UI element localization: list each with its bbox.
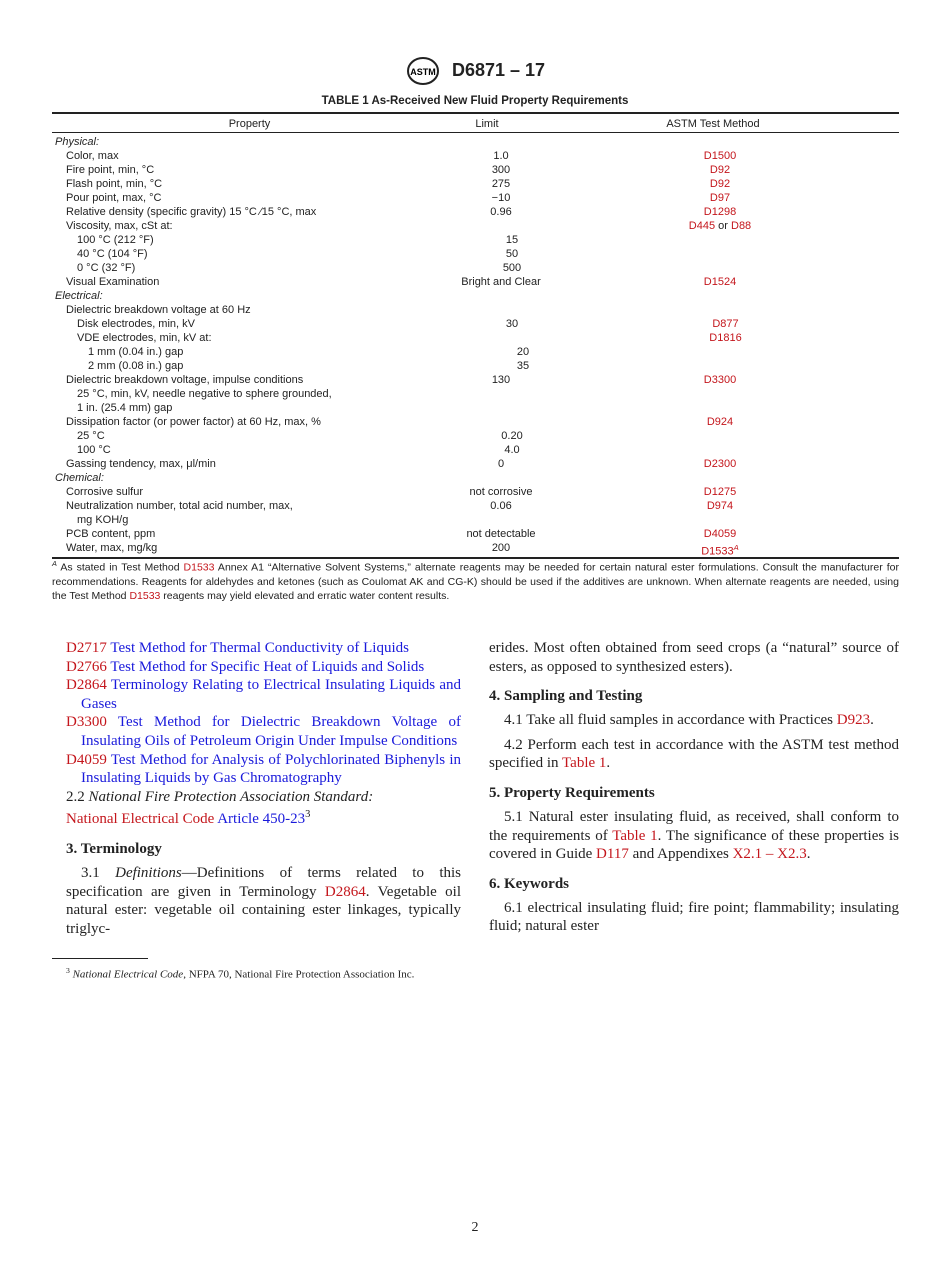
method-link[interactable]: D1533	[701, 545, 734, 558]
property-cell: Relative density (specific gravity) 15 °C ⁄15 °C, max	[66, 206, 317, 218]
col-limit: Limit	[475, 118, 499, 130]
method-link[interactable]: D1275	[703, 486, 737, 498]
limit-cell	[461, 303, 541, 317]
left-column	[66, 639, 461, 938]
limit-cell: 1.0	[493, 150, 509, 162]
reference-title[interactable]: Test Method for Thermal Conductivity of Liquids	[110, 640, 409, 656]
method-link[interactable]: D3300	[703, 374, 737, 386]
section-heading: 4. Sampling and Testing	[489, 688, 643, 705]
method-cell	[552, 331, 899, 345]
property-cell: Disk electrodes, min, kV	[77, 318, 195, 330]
method-link[interactable]: D97	[709, 192, 731, 204]
limit-cell	[472, 387, 552, 401]
reference-item	[66, 751, 461, 788]
limit-cell: 20	[516, 346, 530, 358]
table-row	[52, 149, 899, 163]
table-row	[52, 303, 899, 317]
limit-cell: not detectable	[466, 528, 536, 540]
reference-code[interactable]: D2864	[66, 677, 107, 694]
method-link[interactable]: D1298	[703, 206, 737, 218]
table-row	[52, 177, 899, 191]
limit-cell: 275	[491, 178, 511, 190]
method-cell	[563, 345, 899, 359]
property-cell: Dissipation factor (or power factor) at 60 Hz, max, %	[66, 416, 321, 428]
link-d2864[interactable]: D2864	[324, 883, 366, 900]
method-text: or	[715, 220, 731, 232]
fn-text: reagents may yield elevated and erratic water content results.	[160, 589, 450, 602]
property-cell: 2 mm (0.08 in.) gap	[88, 360, 184, 372]
limit-cell: 300	[491, 164, 511, 176]
property-cell: Electrical:	[55, 290, 103, 302]
table-row	[52, 429, 899, 443]
method-cell	[541, 205, 899, 219]
method-cell	[541, 149, 899, 163]
property-cell: Water, max, mg/kg	[66, 542, 158, 554]
method-cell	[552, 387, 899, 401]
method-cell	[541, 415, 899, 429]
page-number: 2	[471, 1220, 479, 1235]
property-cell: 100 °C (212 °F)	[77, 234, 154, 246]
property-cell: Visual Examination	[66, 276, 160, 288]
link-table-1[interactable]: Table 1	[562, 755, 607, 772]
method-cell	[552, 429, 899, 443]
property-cell: Viscosity, max, cSt at:	[66, 220, 173, 232]
limit-cell	[472, 401, 552, 415]
property-cell: Gassing tendency, max, μl/min	[66, 458, 216, 470]
table-row	[52, 135, 899, 149]
astm-logo-icon	[405, 56, 441, 86]
property-cell: 25 °C, min, kV, needle negative to sphere grounded,	[77, 388, 332, 400]
table-row	[52, 471, 899, 485]
table-row	[52, 205, 899, 219]
table-row	[52, 345, 899, 359]
method-link[interactable]: D92	[709, 164, 731, 176]
page-footnote	[66, 966, 460, 981]
property-cell: mg KOH/g	[77, 514, 129, 526]
method-link[interactable]: D92	[709, 178, 731, 190]
table-row	[52, 289, 899, 303]
footnote-mark: A	[733, 543, 739, 552]
property-cell: 1 mm (0.04 in.) gap	[88, 346, 184, 358]
method-link[interactable]: D877	[712, 318, 739, 330]
reference-code[interactable]: D2717	[66, 640, 107, 656]
table-title: TABLE 1 As-Received New Fluid Property Requirements	[321, 95, 629, 107]
limit-cell: 35	[516, 360, 530, 372]
method-cell	[552, 513, 899, 527]
method-cell	[552, 247, 899, 261]
link-d923[interactable]: D923	[836, 712, 871, 729]
link-d1533[interactable]: D1533	[183, 561, 215, 574]
property-cell: Physical:	[55, 136, 100, 148]
para-text: . Vegetable oil natural ester: vegetable oil containing ester linkages, typically triglyc-	[66, 883, 462, 937]
para-num: 3.1	[81, 864, 116, 881]
link-table-1[interactable]: Table 1	[612, 827, 658, 844]
para-text: .	[870, 712, 874, 729]
method-cell	[552, 401, 899, 415]
method-link[interactable]: D2300	[703, 458, 737, 470]
limit-cell: 130	[491, 374, 511, 386]
property-cell: Neutralization number, total acid number, max,	[66, 500, 293, 512]
link-nec[interactable]: National Electrical Code	[66, 811, 215, 828]
limit-cell: 15	[505, 234, 519, 246]
method-cell	[530, 289, 899, 303]
para-text: 5.1 Natural ester insulating fluid, as received, shall conform to the requirements of	[489, 808, 899, 844]
table-header	[52, 114, 899, 133]
limit-cell: 0.20	[501, 430, 523, 442]
para-text: —Definitions of terms related to this specification are given in Terminology	[66, 864, 461, 900]
table-row	[52, 499, 899, 513]
table-row	[52, 359, 899, 373]
para-text: . The significance of these properties is covered in Guide	[489, 827, 899, 863]
reference-code[interactable]: D2766	[66, 658, 107, 675]
table-row	[52, 485, 899, 499]
link-appendix[interactable]: X2.1 – X2.3	[732, 846, 807, 863]
method-link[interactable]: D88	[731, 220, 752, 232]
reference-item	[66, 658, 461, 677]
method-link[interactable]: D445	[688, 220, 716, 232]
para-text: 4.1 Take all fluid samples in accordance with Practices	[504, 712, 837, 729]
method-cell	[552, 261, 899, 275]
property-table	[52, 112, 899, 559]
method-cell	[541, 527, 899, 541]
limit-cell: 0	[497, 458, 505, 470]
method-link[interactable]: D4059	[703, 528, 737, 540]
method-cell	[563, 359, 899, 373]
para-text: .	[806, 846, 811, 863]
footnote-text: , NFPA 70, National Fire Protection Association Inc.	[183, 968, 415, 981]
method-link[interactable]: D974	[706, 500, 734, 512]
footnote-num: 3	[66, 966, 70, 975]
method-cell	[541, 499, 899, 513]
method-cell	[541, 303, 899, 317]
limit-cell	[450, 135, 530, 149]
method-cell	[541, 457, 899, 471]
method-link[interactable]: D1500	[703, 150, 737, 162]
reference-title[interactable]: Terminology Relating to Electrical Insulating Liquids and Gases	[81, 677, 461, 712]
table-row	[52, 219, 899, 233]
limit-cell: 30	[505, 318, 519, 330]
table-row	[52, 401, 899, 415]
limit-cell: 4.0	[504, 444, 520, 456]
col-property: Property	[228, 118, 271, 130]
table-row	[52, 247, 899, 261]
property-cell: 100 °C	[77, 444, 111, 456]
para-text: .	[606, 755, 611, 772]
fn-text: As stated in Test Method	[56, 561, 184, 574]
property-cell: PCB content, ppm	[66, 528, 156, 540]
reference-title[interactable]: Test Method for Analysis of Polychlorinated Biphenyls in Insulating Liquids by Gas Chromatography	[81, 751, 461, 787]
limit-cell: 50	[505, 248, 519, 260]
table-row	[52, 513, 899, 527]
keywords-text: 6.1 electrical insulating fluid; fire point; flammability; insulating fluid; natural ester	[489, 899, 899, 935]
property-cell: VDE electrodes, min, kV at:	[77, 332, 212, 344]
method-cell	[541, 275, 899, 289]
reference-code[interactable]: D4059	[66, 751, 107, 768]
section-heading: 6. Keywords	[489, 875, 569, 892]
method-cell	[541, 219, 899, 233]
method-link[interactable]: D1816	[709, 332, 742, 344]
table-row	[52, 261, 899, 275]
term: Definitions	[115, 864, 182, 881]
link-d117[interactable]: D117	[596, 846, 629, 863]
limit-cell	[472, 331, 552, 345]
table-row	[52, 275, 899, 289]
method-cell	[552, 233, 899, 247]
limit-cell: 0.06	[490, 500, 512, 512]
property-cell: 1 in. (25.4 mm) gap	[77, 402, 173, 414]
property-cell: Dielectric breakdown voltage, impulse conditions	[66, 374, 304, 386]
table-row	[52, 233, 899, 247]
reference-item	[66, 676, 461, 713]
reference-code[interactable]: D3300	[66, 714, 107, 731]
method-cell	[552, 317, 899, 331]
method-cell	[530, 471, 899, 485]
section-heading: 5. Property Requirements	[489, 784, 655, 801]
table-row	[52, 443, 899, 457]
limit-cell	[450, 471, 530, 485]
method-cell	[541, 191, 899, 205]
footnote-ref: 3	[305, 809, 311, 821]
property-cell: Chemical:	[55, 472, 104, 484]
reference-title[interactable]: Test Method for Dielectric Breakdown Voltage of Insulating Oils of Petroleum Origin Under Impulse Conditions	[81, 714, 461, 749]
reference-item	[66, 639, 461, 658]
limit-cell	[450, 289, 530, 303]
property-cell: 0 °C (32 °F)	[77, 262, 136, 274]
table-row	[52, 163, 899, 177]
table-row	[52, 387, 899, 401]
limit-cell: 500	[502, 262, 522, 274]
limit-cell	[461, 415, 541, 429]
limit-cell: 200	[491, 542, 511, 554]
table-row	[52, 415, 899, 429]
table-row	[52, 541, 899, 558]
property-cell: Flash point, min, °C	[66, 178, 163, 190]
method-link[interactable]: D1524	[703, 276, 737, 288]
para-text: and Appendixes	[628, 846, 733, 863]
svg-text:ASTM: ASTM	[410, 67, 436, 77]
property-cell: Dielectric breakdown voltage at 60 Hz	[66, 304, 251, 316]
property-cell: Color, max	[66, 150, 119, 162]
limit-cell: 0.96	[490, 206, 512, 218]
right-column	[489, 639, 899, 936]
table-row	[52, 191, 899, 205]
table-row	[52, 527, 899, 541]
footnote-divider	[52, 958, 148, 959]
para-text: 4.2 Perform each test in accordance with the ASTM test method specified in	[489, 736, 899, 772]
table-row	[52, 373, 899, 387]
table-row	[52, 457, 899, 471]
property-cell: Pour point, max, °C	[66, 192, 162, 204]
col-method: ASTM Test Method	[666, 118, 760, 130]
property-cell: 40 °C (104 °F)	[77, 248, 148, 260]
table-row	[52, 317, 899, 331]
method-cell	[541, 163, 899, 177]
reference-title[interactable]: Test Method for Specific Heat of Liquids and Solids	[110, 658, 425, 675]
link-article[interactable]: Article 450-23	[214, 811, 306, 828]
para-text: erides. Most often obtained from seed crops (a “natural” source of esters, as opposed to synthesized esters).	[489, 640, 899, 675]
method-cell	[541, 485, 899, 499]
reference-item	[66, 713, 461, 750]
section-heading: 3. Terminology	[66, 840, 162, 857]
footnote-mark: A	[52, 559, 57, 568]
designation: D6871 – 17	[451, 59, 546, 80]
method-cell	[552, 443, 899, 457]
section-number: 2.2	[66, 788, 89, 805]
limit-cell: −10	[491, 192, 511, 204]
section-title: National Fire Protection Association Standard:	[88, 788, 374, 805]
property-cell: 25 °C	[77, 430, 105, 442]
method-cell	[541, 177, 899, 191]
property-cell: Corrosive sulfur	[66, 486, 144, 498]
method-link[interactable]: D924	[706, 416, 734, 428]
link-d1533[interactable]: D1533	[129, 589, 161, 602]
footnote-title: National Electrical Code	[72, 968, 184, 981]
table-row	[52, 331, 899, 345]
limit-cell	[461, 219, 541, 233]
fn-text: Annex A1 “Alternative Solvent Systems,” alternate reagents may be needed for certain natural ester formulations. Consult the manufacturer for recommendations. Reagents for aldehydes and ketones (such as Coulomat AK and CG-K) should be used if the additives are unknown. When alternate reagents are needed, using the Test Method	[52, 561, 899, 602]
method-cell	[541, 541, 899, 558]
limit-cell: not corrosive	[469, 486, 533, 498]
document-header	[0, 56, 950, 86]
method-cell	[541, 373, 899, 387]
limit-cell: Bright and Clear	[461, 276, 541, 288]
property-cell: Fire point, min, °C	[66, 164, 155, 176]
method-cell	[530, 135, 899, 149]
limit-cell	[472, 513, 552, 527]
table-footnote	[52, 557, 899, 603]
